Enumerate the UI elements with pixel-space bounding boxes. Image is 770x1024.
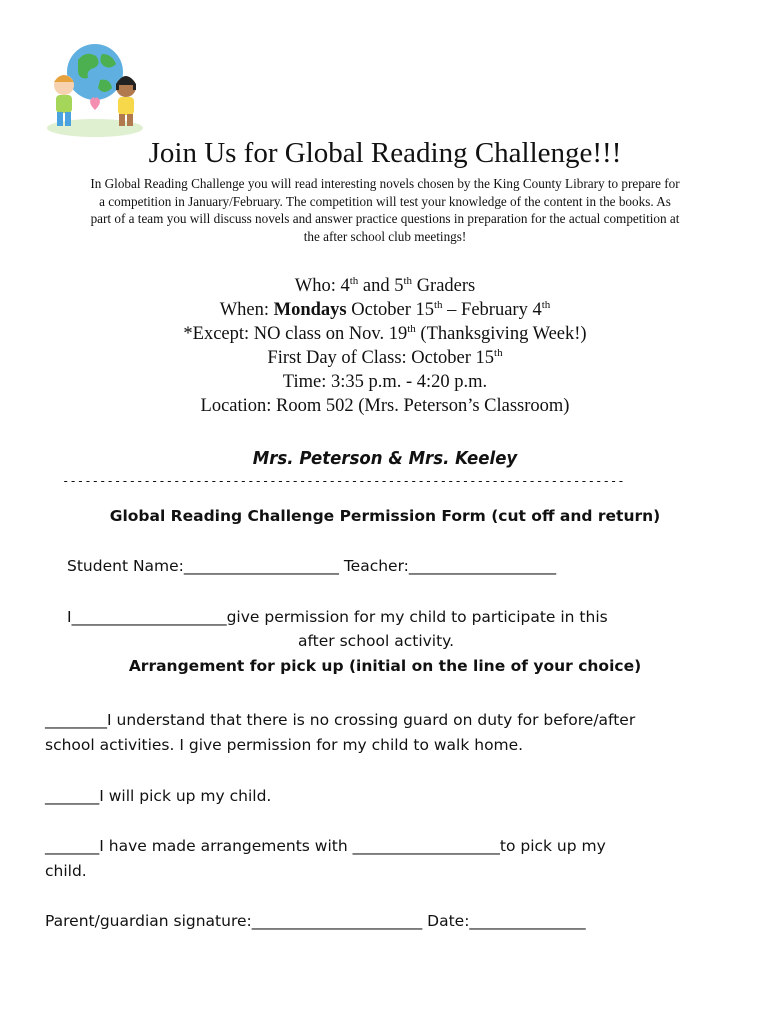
detail-time: Time: 3:35 p.m. - 4:20 p.m. [282, 372, 488, 392]
when-prefix: When: [219, 300, 274, 320]
signature-date-line: Parent/guardian signature:______________________ Date:_______________ [45, 912, 586, 930]
intro-line: the after school club meetings! [303, 228, 467, 244]
detail-when [0, 300, 770, 321]
who-prefix: Who: 4 [294, 276, 350, 296]
pickup-option-walk-continued: school activities. I give permission for my child to walk home. [45, 736, 524, 754]
when-sup2: th [541, 298, 551, 311]
intro-line: a competition in January/February. The competition will test your knowledge of the content in the books. As [99, 193, 671, 209]
who-suffix: Graders [412, 276, 476, 296]
pickup-option-walk: ________I understand that there is no crossing guard on duty for before/after [45, 711, 636, 729]
intro-paragraph [40, 175, 730, 245]
first-day-prefix: First Day of Class: October 15 [267, 348, 495, 368]
intro-line: part of a team you will discuss novels and answer practice questions in preparation for the actual competition at [90, 211, 680, 226]
intro-line: In Global Reading Challenge you will read interesting novels chosen by the King County Library to prepare for [90, 176, 680, 191]
cut-line-divider: ---------------------------------------------------------------------------- [62, 474, 625, 488]
who-sup2: th [403, 274, 413, 287]
except-sup: th [407, 322, 416, 335]
first-day-sup: th [494, 346, 503, 359]
except-suffix: (Thanksgiving Week!) [415, 324, 587, 344]
permission-line-continued: after school activity. [298, 632, 455, 650]
when-day: Mondays [273, 300, 347, 320]
permission-line: I____________________give permission for my child to participate in this [67, 608, 608, 626]
detail-except [0, 324, 770, 345]
who-sup1: th [349, 274, 359, 287]
when-end: – February 4 [442, 300, 542, 320]
when-mid: October 15 [346, 300, 434, 320]
pickup-option-parent: _______I will pick up my child. [45, 787, 272, 805]
detail-location: Location: Room 502 (Mrs. Peterson’s Classroom) [200, 396, 570, 416]
pickup-option-arrangement-continued: child. [45, 862, 87, 880]
when-sup1: th [433, 298, 443, 311]
page-title: Join Us for Global Reading Challenge!!! [148, 137, 622, 169]
kids-globe-icon [40, 40, 145, 140]
detail-who [0, 276, 770, 297]
detail-first-day [0, 348, 770, 369]
who-mid: and 5 [358, 276, 404, 296]
teachers-signature: Mrs. Peterson & Mrs. Keeley [252, 448, 518, 469]
student-teacher-line: Student Name:____________________ Teacher:___________________ [67, 557, 557, 575]
except-prefix: *Except: NO class on Nov. 19 [183, 324, 408, 344]
pickup-heading: Arrangement for pick up (initial on the line of your choice) [128, 657, 642, 675]
pickup-option-arrangement: _______I have made arrangements with ___________________to pick up my [45, 837, 606, 855]
form-heading: Global Reading Challenge Permission Form (cut off and return) [109, 507, 661, 525]
